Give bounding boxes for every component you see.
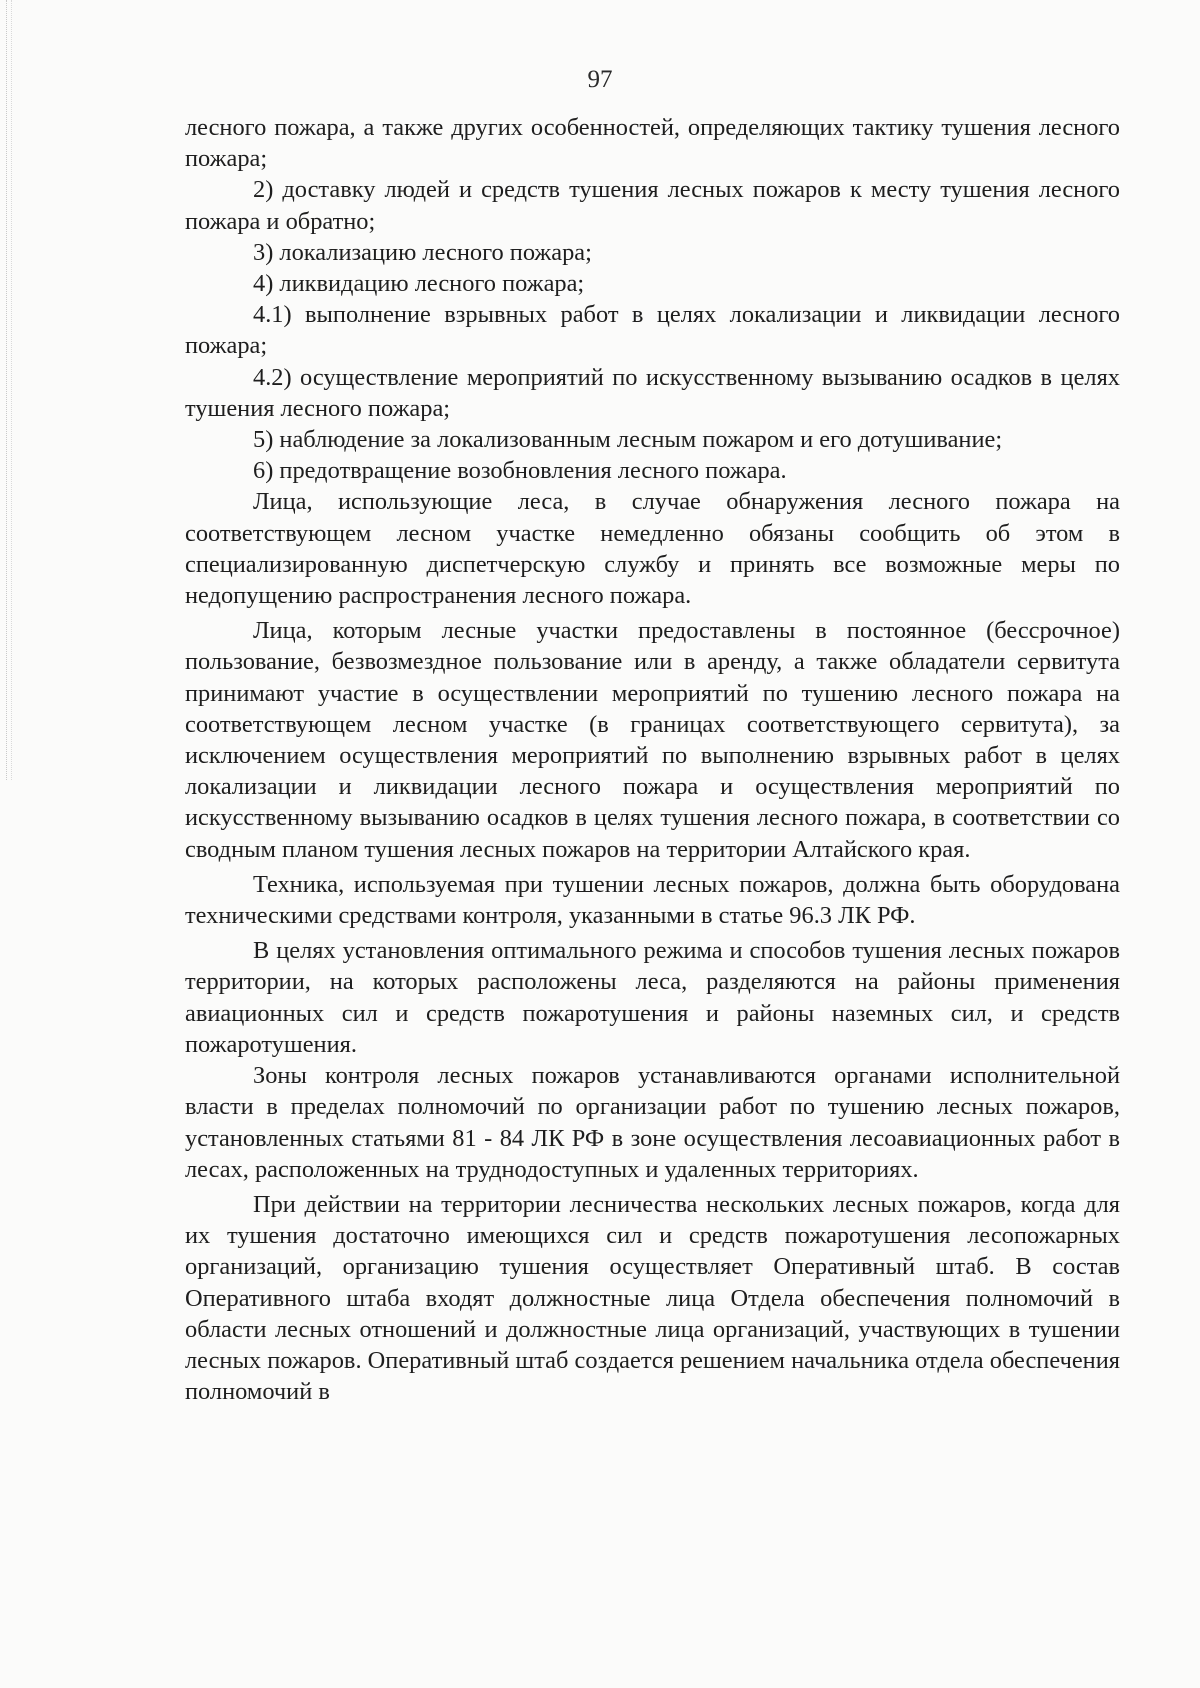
list-item-4: 4) ликвидацию лесного пожара; xyxy=(253,270,585,298)
page-number: 97 xyxy=(587,66,613,93)
paragraph-fire-regions: В целях установления оптимального режима и способов тушения лесных пожаров территории, на которых расположены леса, разделяются на районы применения авиационных сил и средств пожаротушения и районы наземных сил, и средств пожаротушения. xyxy=(185,937,1120,1058)
list-item-6: 6) предотвращение возобновления лесного пожара. xyxy=(253,457,787,485)
list-item-2: 2) доставку людей и средств тушения лесных пожаров к месту тушения лесного пожара и обратно; xyxy=(185,176,1120,235)
paragraph-operational-hq: При действии на территории лесничества нескольких лесных пожаров, когда для их тушения достаточно имеющихся сил и средств пожаротушения лесопожарных организаций, организацию тушения осуществляет Оперативный штаб. В состав Оперативного штаба входят должностные лица Отдела обеспечения полномочий в области лесных отношений и должностные лица организаций, участвующих в тушении лесных пожаров. Оперативный штаб создается решением начальника отдела обеспечения полномочий в xyxy=(185,1190,1120,1406)
paragraph-forest-users: Лица, использующие леса, в случае обнаружения лесного пожара на соответствующем лесном участке немедленно обязаны сообщить об этом в специализированную диспетчерскую службу и принять все возможные меры по недопущению распространения лесного пожара. xyxy=(185,488,1120,610)
list-item-4-2: 4.2) осуществление мероприятий по искусственному вызыванию осадков в целях тушения лесного пожара; xyxy=(185,363,1120,422)
list-item-5: 5) наблюдение за локализованным лесным пожаром и его дотушивание; xyxy=(253,426,1003,454)
document-body xyxy=(185,112,1120,1407)
paragraph-leaseholders: Лица, которым лесные участки предоставлены в постоянное (бессрочное) пользование, безвозмездное пользование или в аренду, а также обладатели сервитута принимают участие в осуществлении мероприятий по тушению лесного пожара на соответствующем лесном участке (в границах соответствующего сервитута), за исключением осуществления мероприятий по выполнению взрывных работ в целях локализации и ликвидации лесного пожара и осуществления мероприятий по искусственному вызыванию осадков в целях тушения лесного пожара, в соответствии со сводным планом тушения лесных пожаров на территории Алтайского края. xyxy=(185,617,1120,863)
list-item-4-1: 4.1) выполнение взрывных работ в целях локализации и ликвидации лесного пожара; xyxy=(185,301,1120,360)
scan-edge-artifact xyxy=(6,0,12,780)
paragraph-equipment: Техника, используемая при тушении лесных пожаров, должна быть оборудована техническими средствами контроля, указанными в статье 96.3 ЛК РФ. xyxy=(185,870,1120,930)
list-item-3: 3) локализацию лесного пожара; xyxy=(253,238,592,266)
paragraph-control-zones: Зоны контроля лесных пожаров устанавливаются органами исполнительной власти в пределах полномочий по организации работ по тушению лесных пожаров, установленных статьями 81 - 84 ЛК РФ в зоне осуществления лесоавиационных работ в лесах, расположенных на труднодоступных и удаленных территориях. xyxy=(185,1062,1120,1183)
paragraph-continuation: лесного пожара, а также других особенностей, определяющих тактику тушения лесного пожара; xyxy=(185,114,1120,173)
